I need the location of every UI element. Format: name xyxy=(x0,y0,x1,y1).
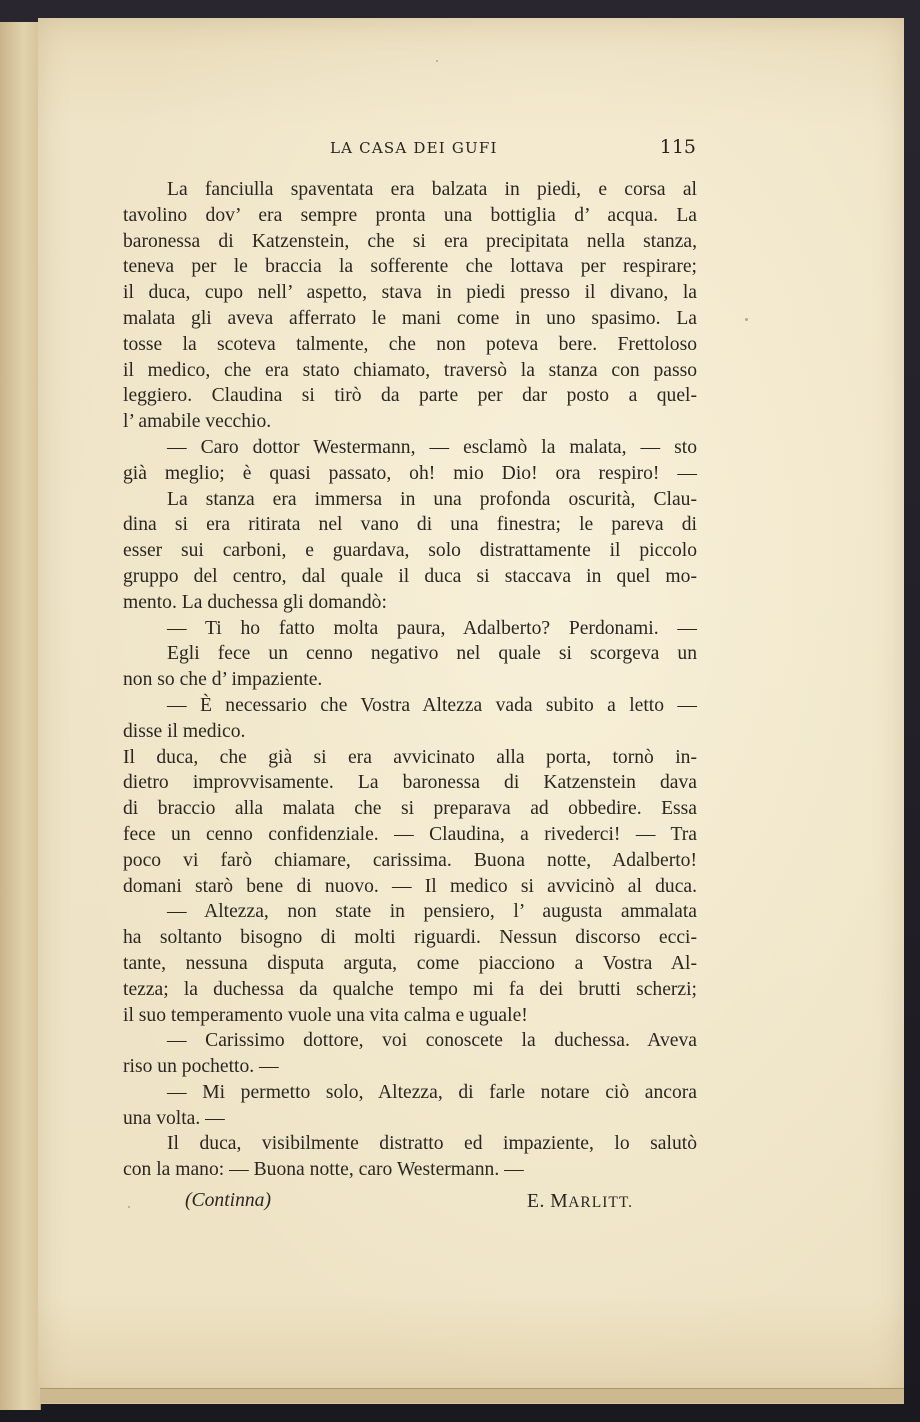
page-header xyxy=(124,136,696,162)
page-number: 115 xyxy=(659,136,696,158)
text-line: riso un pochetto. — xyxy=(123,1056,279,1078)
text-line: La stanza era immersa in una profonda oscurità, Clau- xyxy=(167,488,697,510)
text-line: — Altezza, non state in pensiero, l’ augusta ammalata xyxy=(167,901,697,923)
paper-speck xyxy=(128,1206,130,1208)
text-line: il suo temperamento vuole una vita calma e uguale! xyxy=(123,1004,528,1026)
continua-note: (Continna) xyxy=(185,1190,271,1211)
text-line: malata gli aveva afferrato le mani come in uno spasimo. La xyxy=(123,307,697,329)
text-line: domani starò bene di nuovo. — Il medico si avvicinò al duca. xyxy=(123,875,697,897)
text-line: mento. La duchessa gli domandò: xyxy=(123,591,387,613)
text-line: tavolino dov’ era sempre pronta una bottiglia d’ acqua. La xyxy=(123,204,697,226)
text-line: La fanciulla spaventata era balzata in piedi, e corsa al xyxy=(167,179,697,200)
signature-row xyxy=(123,1190,697,1218)
text-line: disse il medico. xyxy=(123,720,246,742)
text-line: leggiero. Claudina si tirò da parte per dar posto a quel- xyxy=(123,385,697,407)
text-line: con la mano: — Buona notte, caro Westermann. — xyxy=(123,1159,524,1181)
text-line: — Caro dottor Westermann, — esclamò la malata, — sto xyxy=(167,436,697,458)
facing-page-edge xyxy=(0,22,41,1410)
text-line: Il duca, visibilmente distratto ed impaziente, lo salutò xyxy=(167,1133,697,1155)
text-line: già meglio; è quasi passato, oh! mio Dio! ora respiro! — xyxy=(123,462,697,484)
text-line: fece un cenno confidenziale. — Claudina, a rivederci! — Tra xyxy=(123,823,697,845)
text-line: gruppo del centro, dal quale il duca si staccava in quel mo- xyxy=(123,565,697,587)
text-line: il medico, che era stato chiamato, traversò la stanza con passo xyxy=(123,359,697,381)
text-line: tante, nessuna disputa arguta, come piacciono a Vostra Al- xyxy=(123,952,697,974)
text-line: baronessa di Katzenstein, che si era precipitata nella stanza, xyxy=(123,230,697,252)
text-line: tosse la scoteva talmente, che non poteva bere. Frettoloso xyxy=(123,333,697,355)
body-text xyxy=(123,177,697,1183)
text-line: — Mi permetto solo, Altezza, di farle notare ciò ancora xyxy=(167,1081,697,1103)
text-line: — È necessario che Vostra Altezza vada subito a letto — xyxy=(167,694,697,716)
text-line: una volta. — xyxy=(123,1107,225,1129)
paper-speck xyxy=(745,318,748,321)
text-line: ha soltanto bisogno di molti riguardi. Nessun discorso ecci- xyxy=(123,927,697,949)
text-line: Egli fece un cenno negativo nel quale si scorgeva un xyxy=(167,643,697,665)
text-line: dina si era ritirata nel vano di una finestra; le pareva di xyxy=(123,514,697,536)
text-line: non so che d’ impaziente. xyxy=(123,669,323,691)
author-signature xyxy=(527,1191,633,1213)
text-line: esser sui carboni, e guardava, solo distrattamente il piccolo xyxy=(123,540,697,562)
text-line: Il duca, che già si era avvicinato alla porta, tornò in- xyxy=(123,746,697,768)
page-bottom-edge xyxy=(40,1388,904,1403)
text-line: l’ amabile vecchio. xyxy=(123,411,272,433)
text-line: dietro improvvisamente. La baronessa di Katzenstein dava xyxy=(123,772,697,794)
text-line: di braccio alla malata che si preparava ad obbedire. Essa xyxy=(123,798,697,820)
text-line: poco vi farò chiamare, carissima. Buona notte, Adalberto! xyxy=(123,849,697,871)
text-line: il duca, cupo nell’ aspetto, stava in piedi presso il divano, la xyxy=(123,282,697,304)
author-surname: ARLITT. xyxy=(568,1194,634,1211)
running-title: LA CASA DEI GUFI xyxy=(330,139,498,157)
paper-speck xyxy=(436,60,438,62)
text-line: — Ti ho fatto molta paura, Adalberto? Perdonami. — xyxy=(167,617,697,639)
text-line: teneva per le braccia la sofferente che lottava per respirare; xyxy=(123,256,697,278)
text-line: tezza; la duchessa da qualche tempo mi fa dei brutti scherzi; xyxy=(123,978,697,1000)
author-initial: E. M xyxy=(527,1191,569,1212)
text-line: — Carissimo dottore, voi conoscete la duchessa. Aveva xyxy=(167,1030,697,1052)
